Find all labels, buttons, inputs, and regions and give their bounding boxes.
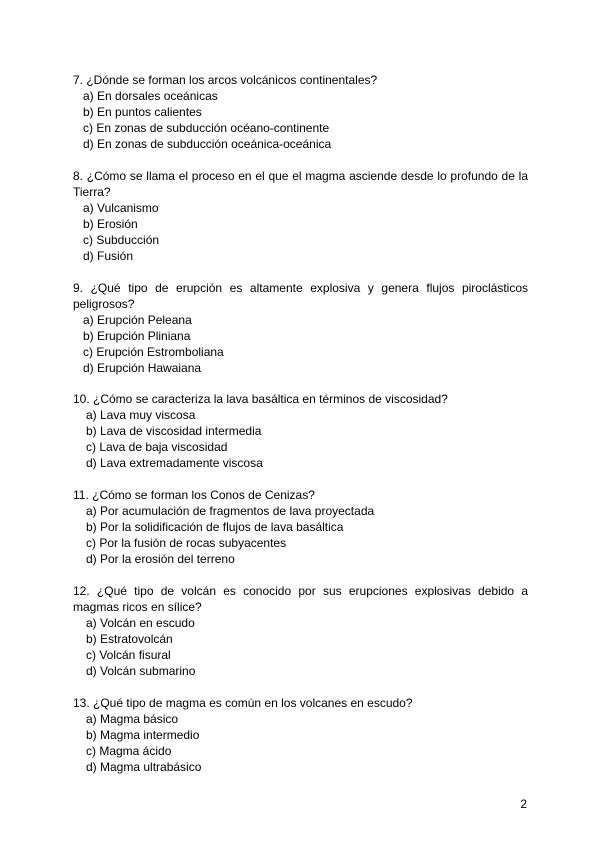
option-b: b) Erosión [83, 217, 138, 231]
question-10 [73, 391, 528, 471]
question-text: 11. ¿Cómo se forman los Conos de Cenizas? [73, 488, 315, 502]
option-a: a) Volcán en escudo [86, 616, 195, 630]
option-b: b) Magma intermedio [86, 728, 200, 742]
question-text: 8. ¿Cómo se llama el proceso en el que el magma asciende desde lo profundo de la Tierra? [73, 169, 528, 199]
option-a: a) Vulcanismo [83, 201, 159, 215]
option-list [73, 88, 528, 152]
option-a: a) Magma básico [86, 712, 179, 726]
option-c: c) Magma ácido [86, 744, 172, 758]
option-b: b) Por la solidificación de flujos de lava basáltica [86, 520, 344, 534]
option-a: a) Erupción Peleana [83, 313, 192, 327]
option-c: c) En zonas de subducción océano-continente [83, 121, 330, 135]
option-a: a) Lava muy viscosa [86, 408, 196, 422]
option-b: b) Lava de viscosidad intermedia [86, 424, 262, 438]
option-list [73, 200, 528, 264]
option-d: d) Erupción Hawaiana [83, 361, 202, 375]
question-13 [73, 695, 528, 775]
option-b: b) En puntos calientes [83, 105, 202, 119]
option-c: c) Subducción [83, 233, 160, 247]
option-list [73, 503, 528, 567]
question-11 [73, 487, 528, 567]
option-a: a) En dorsales oceánicas [83, 89, 218, 103]
option-d: d) Lava extremadamente viscosa [86, 456, 263, 470]
question-text: 12. ¿Qué tipo de volcán es conocido por sus erupciones explosivas debido a magmas ricos en sílice? [73, 584, 528, 614]
option-d: d) En zonas de subducción oceánica-oceánica [83, 137, 332, 151]
question-text: 13. ¿Qué tipo de magma es común en los volcanes en escudo? [73, 696, 413, 710]
option-c: c) Volcán fisural [86, 648, 171, 662]
option-c: c) Lava de baja viscosidad [86, 440, 228, 454]
option-list [73, 407, 528, 471]
option-c: c) Erupción Estromboliana [83, 345, 224, 359]
option-a: a) Por acumulación de fragmentos de lava proyectada [86, 504, 375, 518]
question-text: 7. ¿Dónde se forman los arcos volcánicos continentales? [73, 73, 378, 87]
option-d: d) Por la erosión del terreno [86, 552, 235, 566]
option-c: c) Por la fusión de rocas subyacentes [86, 536, 287, 550]
question-7 [73, 72, 528, 152]
page-number: 2 [520, 797, 527, 811]
question-8 [73, 168, 528, 264]
option-d: d) Fusión [83, 249, 134, 263]
option-list [73, 711, 528, 775]
option-list [73, 312, 528, 376]
option-d: d) Volcán submarino [86, 664, 196, 678]
option-b: b) Erupción Pliniana [83, 329, 191, 343]
question-12 [73, 583, 528, 679]
question-text: 9. ¿Qué tipo de erupción es altamente explosiva y genera flujos piroclásticos peligrosos? [73, 281, 528, 311]
option-list [73, 615, 528, 679]
question-text: 10. ¿Cómo se caracteriza la lava basáltica en términos de viscosidad? [73, 392, 448, 406]
option-b: b) Estratovolcán [86, 632, 173, 646]
option-d: d) Magma ultrabásico [86, 760, 202, 774]
question-9 [73, 280, 528, 376]
